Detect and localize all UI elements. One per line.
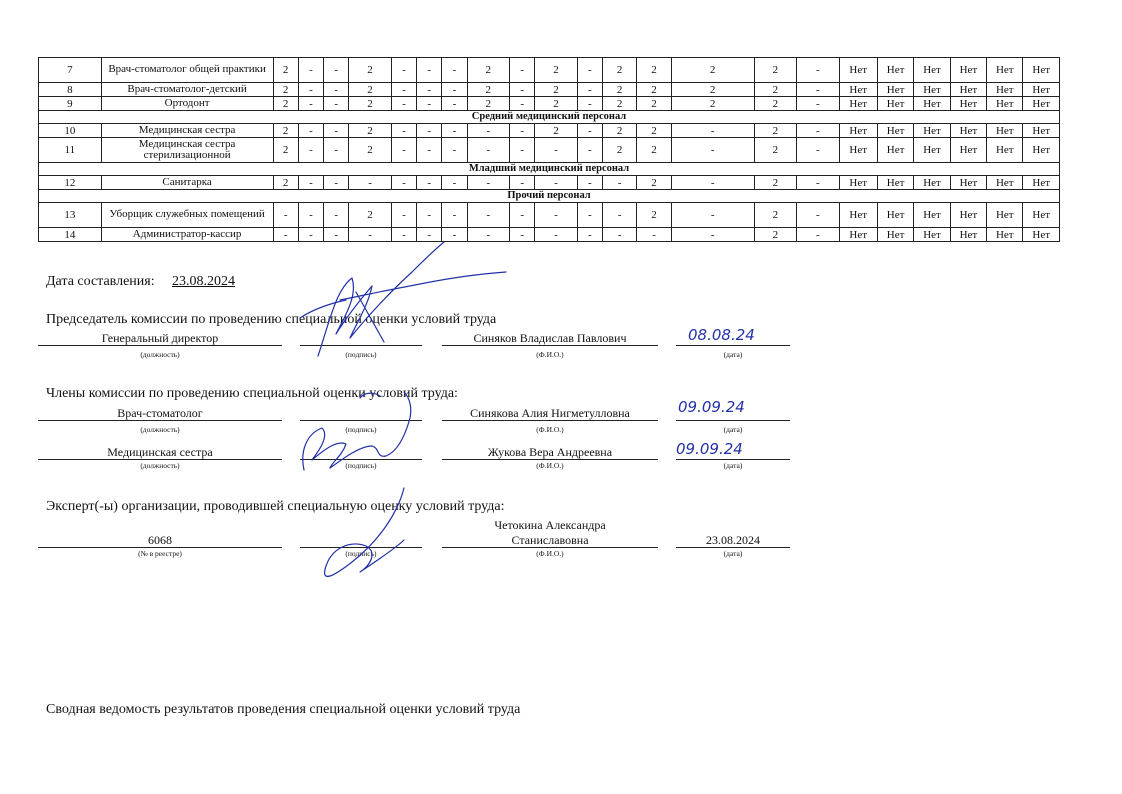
value-cell: -: [577, 124, 602, 138]
value-cell: -: [417, 138, 442, 163]
value-cell: 2: [754, 176, 796, 190]
value-cell: -: [603, 203, 637, 228]
value-cell: -: [391, 97, 416, 111]
member-1-position: Врач-стоматолог: [117, 406, 203, 420]
value-cell: -: [324, 203, 349, 228]
value-cell: -: [442, 124, 467, 138]
value-cell: -: [510, 83, 535, 97]
table-row: [39, 176, 1060, 190]
value-cell: 2: [754, 97, 796, 111]
value-cell: 2: [637, 138, 671, 163]
section-row: [39, 111, 1060, 124]
value-cell: 2: [603, 83, 637, 97]
value-cell: Нет: [877, 124, 913, 138]
value-cell: -: [577, 58, 602, 83]
value-cell: 2: [754, 228, 796, 242]
chairman-name: Синяков Владислав Павлович: [473, 331, 627, 345]
value-cell: -: [298, 228, 323, 242]
value-cell: -: [797, 228, 839, 242]
member-1-name: Синякова Алия Нигметулловна: [470, 406, 630, 420]
value-cell: 2: [535, 97, 577, 111]
value-cell: 2: [754, 138, 796, 163]
value-cell: -: [349, 228, 391, 242]
value-cell: Нет: [950, 124, 986, 138]
value-cell: Нет: [950, 58, 986, 83]
value-cell: -: [577, 176, 602, 190]
value-cell: -: [442, 138, 467, 163]
value-cell: -: [467, 176, 509, 190]
value-cell: Нет: [914, 58, 950, 83]
section-title: Прочий персонал: [39, 190, 1060, 203]
value-cell: -: [467, 124, 509, 138]
member-1-handwritten-date: 09.09.24: [678, 398, 745, 416]
caption-position: (должность): [140, 425, 180, 434]
value-cell: -: [273, 228, 298, 242]
position-cell: Администратор-кассир: [101, 228, 273, 242]
value-cell: -: [324, 176, 349, 190]
expert-name-line1: Четокина Александра: [494, 518, 606, 532]
expert-date: 23.08.2024: [706, 533, 760, 547]
value-cell: -: [442, 97, 467, 111]
value-cell: Нет: [839, 83, 877, 97]
value-cell: 2: [603, 138, 637, 163]
value-cell: Нет: [877, 97, 913, 111]
value-cell: -: [510, 138, 535, 163]
members-heading: Члены комиссии по проведению специальной оценки условий труда:: [46, 386, 458, 401]
value-cell: -: [273, 203, 298, 228]
value-cell: -: [324, 138, 349, 163]
value-cell: -: [391, 58, 416, 83]
value-cell: -: [417, 58, 442, 83]
row-number-cell: 7: [39, 58, 102, 83]
value-cell: -: [510, 176, 535, 190]
value-cell: -: [671, 124, 754, 138]
caption-signature: (подпись): [345, 350, 377, 359]
value-cell: 2: [273, 138, 298, 163]
caption-date: (дата): [723, 461, 743, 470]
value-cell: 2: [637, 83, 671, 97]
chairman-name-line: [442, 345, 658, 346]
value-cell: -: [349, 176, 391, 190]
value-cell: -: [671, 203, 754, 228]
value-cell: 2: [349, 83, 391, 97]
value-cell: -: [324, 83, 349, 97]
value-cell: -: [510, 124, 535, 138]
member-2-handwritten-date: 09.09.24: [676, 440, 743, 458]
value-cell: 2: [637, 58, 671, 83]
row-number-cell: 8: [39, 83, 102, 97]
value-cell: -: [637, 228, 671, 242]
value-cell: -: [797, 138, 839, 163]
expert-name-line: [442, 547, 658, 548]
section-row: [39, 163, 1060, 176]
value-cell: -: [417, 228, 442, 242]
value-cell: -: [671, 138, 754, 163]
value-cell: -: [797, 124, 839, 138]
date-compiled-label: Дата составления:: [46, 274, 155, 289]
value-cell: -: [797, 83, 839, 97]
value-cell: -: [391, 228, 416, 242]
value-cell: Нет: [839, 203, 877, 228]
value-cell: -: [467, 228, 509, 242]
value-cell: Нет: [1023, 58, 1060, 83]
value-cell: 2: [535, 58, 577, 83]
expert-registry-number: 6068: [148, 533, 172, 547]
row-number-cell: 9: [39, 97, 102, 111]
value-cell: Нет: [950, 97, 986, 111]
caption-name: (Ф.И.О.): [536, 549, 564, 558]
value-cell: -: [510, 228, 535, 242]
value-cell: 2: [671, 83, 754, 97]
value-cell: -: [797, 58, 839, 83]
value-cell: 2: [754, 83, 796, 97]
chairman-date-line: [676, 345, 790, 346]
table-row: [39, 228, 1060, 242]
caption-signature: (подпись): [345, 549, 377, 558]
value-cell: -: [324, 58, 349, 83]
value-cell: -: [603, 176, 637, 190]
value-cell: 2: [637, 203, 671, 228]
value-cell: 2: [754, 124, 796, 138]
position-cell: Ортодонт: [101, 97, 273, 111]
value-cell: 2: [273, 97, 298, 111]
expert-registry-line: [38, 547, 282, 548]
expert-heading: Эксперт(-ы) организации, проводившей специальную оценку условий труда:: [46, 499, 505, 514]
position-cell: Врач-стоматолог-детский: [101, 83, 273, 97]
caption-date: (дата): [723, 350, 743, 359]
value-cell: 2: [349, 97, 391, 111]
value-cell: -: [442, 228, 467, 242]
value-cell: -: [671, 176, 754, 190]
value-cell: Нет: [839, 124, 877, 138]
caption-date: (дата): [723, 549, 743, 558]
value-cell: -: [442, 176, 467, 190]
caption-name: (Ф.И.О.): [536, 350, 564, 359]
value-cell: -: [324, 124, 349, 138]
value-cell: Нет: [987, 228, 1023, 242]
value-cell: -: [577, 138, 602, 163]
table-row: [39, 203, 1060, 228]
value-cell: Нет: [914, 97, 950, 111]
table-row: [39, 83, 1060, 97]
value-cell: -: [442, 83, 467, 97]
value-cell: -: [510, 203, 535, 228]
value-cell: Нет: [987, 83, 1023, 97]
value-cell: Нет: [877, 138, 913, 163]
value-cell: 2: [273, 83, 298, 97]
value-cell: -: [671, 228, 754, 242]
value-cell: 2: [349, 124, 391, 138]
member-2-name-line: [442, 459, 658, 460]
value-cell: 2: [273, 124, 298, 138]
value-cell: Нет: [839, 58, 877, 83]
value-cell: Нет: [914, 176, 950, 190]
value-cell: Нет: [914, 138, 950, 163]
value-cell: -: [391, 124, 416, 138]
value-cell: Нет: [987, 97, 1023, 111]
value-cell: -: [510, 58, 535, 83]
member-1-date-line: [676, 420, 790, 421]
value-cell: 2: [349, 138, 391, 163]
value-cell: Нет: [1023, 228, 1060, 242]
value-cell: 2: [603, 124, 637, 138]
row-number-cell: 14: [39, 228, 102, 242]
value-cell: 2: [535, 83, 577, 97]
row-number-cell: 13: [39, 203, 102, 228]
value-cell: Нет: [839, 176, 877, 190]
table-row: [39, 58, 1060, 83]
date-compiled-value: 23.08.2024: [172, 274, 235, 289]
caption-name: (Ф.И.О.): [536, 461, 564, 470]
position-cell: Медицинская сестра стерилизационной: [101, 138, 273, 163]
value-cell: Нет: [839, 97, 877, 111]
value-cell: -: [442, 58, 467, 83]
member-2-name: Жукова Вера Андреевна: [487, 445, 613, 459]
value-cell: Нет: [987, 138, 1023, 163]
value-cell: Нет: [877, 58, 913, 83]
value-cell: 2: [754, 58, 796, 83]
chairman-signature-line: [300, 345, 422, 346]
expert-signature-line: [300, 547, 422, 548]
value-cell: -: [535, 203, 577, 228]
value-cell: -: [510, 97, 535, 111]
value-cell: -: [535, 176, 577, 190]
value-cell: 2: [273, 58, 298, 83]
chairman-position-line: [38, 345, 282, 346]
value-cell: -: [467, 138, 509, 163]
value-cell: -: [797, 97, 839, 111]
value-cell: 2: [637, 124, 671, 138]
value-cell: Нет: [1023, 138, 1060, 163]
value-cell: Нет: [914, 83, 950, 97]
value-cell: -: [577, 97, 602, 111]
value-cell: -: [535, 138, 577, 163]
value-cell: -: [417, 203, 442, 228]
value-cell: 2: [637, 97, 671, 111]
value-cell: 2: [467, 97, 509, 111]
value-cell: Нет: [839, 138, 877, 163]
value-cell: -: [298, 138, 323, 163]
caption-signature: (подпись): [345, 425, 377, 434]
value-cell: Нет: [877, 83, 913, 97]
value-cell: Нет: [987, 58, 1023, 83]
value-cell: -: [391, 138, 416, 163]
value-cell: 2: [349, 203, 391, 228]
value-cell: -: [391, 83, 416, 97]
value-cell: Нет: [877, 228, 913, 242]
value-cell: -: [298, 83, 323, 97]
value-cell: -: [298, 176, 323, 190]
value-cell: 2: [535, 124, 577, 138]
value-cell: Нет: [950, 228, 986, 242]
value-cell: Нет: [987, 176, 1023, 190]
value-cell: -: [417, 124, 442, 138]
value-cell: Нет: [1023, 124, 1060, 138]
value-cell: Нет: [987, 203, 1023, 228]
value-cell: -: [442, 203, 467, 228]
value-cell: -: [324, 228, 349, 242]
caption-date: (дата): [723, 425, 743, 434]
row-number-cell: 10: [39, 124, 102, 138]
value-cell: -: [417, 83, 442, 97]
caption-name: (Ф.И.О.): [536, 425, 564, 434]
member-2-signature-line: [300, 459, 422, 460]
value-cell: Нет: [914, 124, 950, 138]
value-cell: 2: [273, 176, 298, 190]
value-cell: -: [391, 203, 416, 228]
table-row: [39, 97, 1060, 111]
expert-date-line: [676, 547, 790, 548]
value-cell: -: [467, 203, 509, 228]
chairman-position: Генеральный директор: [101, 331, 219, 345]
expert-name-line2: Станиславовна: [511, 533, 589, 547]
value-cell: -: [298, 203, 323, 228]
value-cell: -: [797, 176, 839, 190]
chairman-heading: Председатель комиссии по проведению специальной оценки условий труда: [46, 312, 497, 327]
value-cell: 2: [603, 58, 637, 83]
position-cell: Врач-стоматолог общей практики: [101, 58, 273, 83]
value-cell: Нет: [950, 176, 986, 190]
table-row: [39, 124, 1060, 138]
section-title: Средний медицинский персонал: [39, 111, 1060, 124]
caption-signature: (подпись): [345, 461, 377, 470]
value-cell: Нет: [1023, 203, 1060, 228]
value-cell: 2: [603, 97, 637, 111]
member-1-name-line: [442, 420, 658, 421]
position-cell: Уборщик служебных помещений: [101, 203, 273, 228]
chairman-handwritten-date: 08.08.24: [688, 326, 755, 344]
value-cell: Нет: [950, 138, 986, 163]
sout-results-table: [38, 57, 1060, 242]
value-cell: 2: [671, 97, 754, 111]
value-cell: 2: [349, 58, 391, 83]
value-cell: Нет: [877, 203, 913, 228]
member-2-position-line: [38, 459, 282, 460]
caption-position: (должность): [140, 461, 180, 470]
value-cell: 2: [467, 58, 509, 83]
value-cell: 2: [637, 176, 671, 190]
value-cell: -: [797, 203, 839, 228]
value-cell: -: [603, 228, 637, 242]
value-cell: -: [298, 97, 323, 111]
value-cell: Нет: [914, 228, 950, 242]
caption-position: (должность): [140, 350, 180, 359]
value-cell: Нет: [1023, 97, 1060, 111]
value-cell: 2: [754, 203, 796, 228]
footer-title: Сводная ведомость результатов проведения специальной оценки условий труда: [46, 702, 521, 717]
row-number-cell: 12: [39, 176, 102, 190]
value-cell: -: [391, 176, 416, 190]
value-cell: Нет: [1023, 83, 1060, 97]
value-cell: -: [577, 83, 602, 97]
table-row: [39, 138, 1060, 163]
member-1-signature-line: [300, 420, 422, 421]
value-cell: 2: [467, 83, 509, 97]
value-cell: Нет: [950, 203, 986, 228]
value-cell: Нет: [987, 124, 1023, 138]
member-2-date-line: [676, 459, 790, 460]
value-cell: -: [535, 228, 577, 242]
value-cell: Нет: [839, 228, 877, 242]
position-cell: Санитарка: [101, 176, 273, 190]
value-cell: Нет: [914, 203, 950, 228]
position-cell: Медицинская сестра: [101, 124, 273, 138]
section-row: [39, 190, 1060, 203]
value-cell: -: [298, 58, 323, 83]
value-cell: -: [298, 124, 323, 138]
row-number-cell: 11: [39, 138, 102, 163]
member-2-position: Медицинская сестра: [107, 445, 213, 459]
value-cell: Нет: [1023, 176, 1060, 190]
value-cell: -: [577, 203, 602, 228]
value-cell: -: [577, 228, 602, 242]
value-cell: Нет: [950, 83, 986, 97]
value-cell: Нет: [877, 176, 913, 190]
value-cell: -: [324, 97, 349, 111]
caption-registry: (№ в реестре): [138, 549, 182, 558]
value-cell: -: [417, 97, 442, 111]
value-cell: -: [417, 176, 442, 190]
section-title: Младший медицинский персонал: [39, 163, 1060, 176]
value-cell: 2: [671, 58, 754, 83]
member-1-position-line: [38, 420, 282, 421]
